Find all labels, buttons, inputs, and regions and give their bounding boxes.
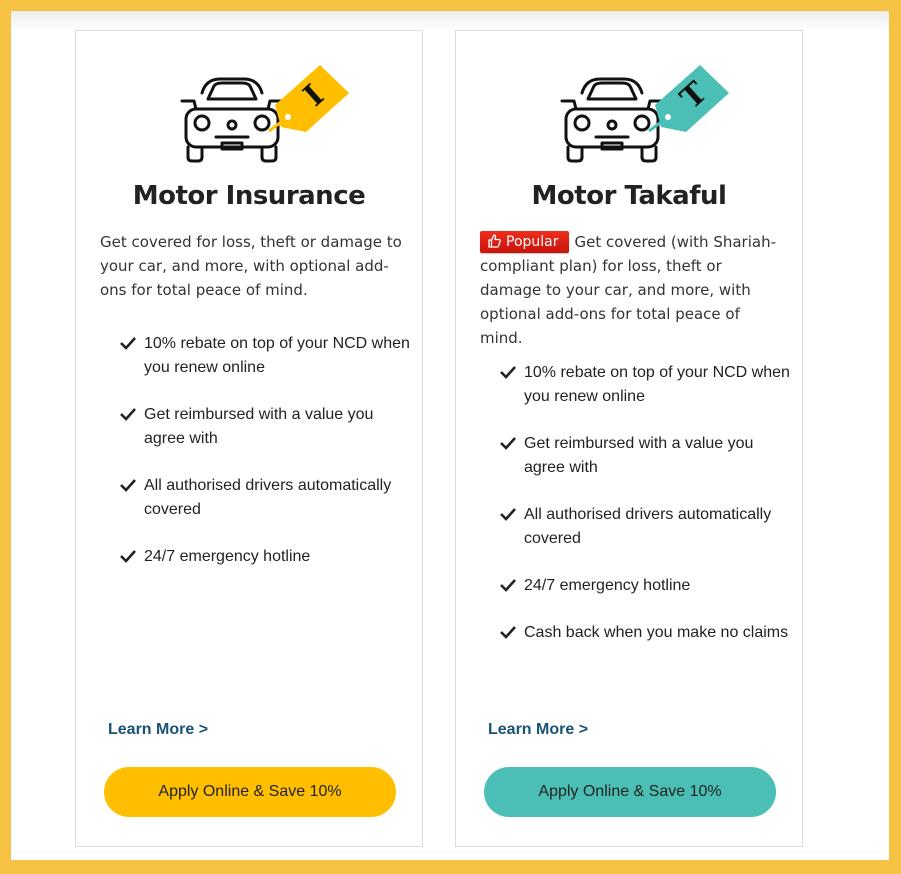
apply-online-button[interactable]: Apply Online & Save 10% (104, 767, 396, 817)
checkmark-icon (500, 625, 516, 639)
checkmark-icon (500, 507, 516, 521)
feature-item (500, 621, 790, 645)
feature-text: Get reimbursed with a value you agree with (524, 435, 754, 476)
popular-badge-label: Popular (506, 234, 559, 250)
learn-more-link[interactable]: Learn More > (108, 721, 209, 738)
feature-item (500, 503, 790, 551)
card-description: Get covered for loss, theft or damage to your car, and more, with optional add-ons for total peace of mind. (100, 233, 402, 299)
card-title: Motor Insurance (132, 181, 366, 211)
checkmark-icon (500, 578, 516, 592)
feature-text: 24/7 emergency hotline (524, 577, 691, 594)
feature-text: Get reimbursed with a value you agree with (144, 406, 374, 447)
card-title: Motor Takaful (531, 181, 727, 211)
top-shadow (11, 11, 889, 31)
feature-item (120, 403, 410, 451)
learn-more-link[interactable]: Learn More > (488, 721, 589, 738)
checkmark-icon (120, 478, 136, 492)
feature-item (500, 432, 790, 480)
feature-item (120, 545, 410, 569)
feature-text: Cash back when you make no claims (524, 624, 789, 641)
checkmark-icon (120, 407, 136, 421)
checkmark-icon (500, 365, 516, 379)
feature-text: 24/7 emergency hotline (144, 548, 311, 565)
car-with-tag-icon (560, 53, 735, 163)
checkmark-icon (120, 336, 136, 350)
motor-takaful-card (455, 30, 803, 847)
feature-text: 10% rebate on top of your NCD when you renew online (144, 335, 410, 376)
feature-text: All authorised drivers automatically covered (144, 477, 392, 518)
card-description-text: Get covered (with Shariah-compliant plan) for loss, theft or damage to your car, and more, with optional add-ons for total peace of mind. (480, 233, 776, 347)
thumbs-up-icon (488, 234, 501, 248)
popular-badge (480, 231, 569, 253)
tag-letter: I (297, 78, 331, 114)
feature-item (500, 574, 790, 598)
tag-letter: T (673, 75, 715, 117)
feature-list (120, 332, 410, 592)
apply-online-button[interactable]: Apply Online & Save 10% (484, 767, 776, 817)
checkmark-icon (500, 436, 516, 450)
checkmark-icon (120, 549, 136, 563)
motor-insurance-card (75, 30, 423, 847)
feature-item (120, 474, 410, 522)
card-description (480, 230, 785, 350)
feature-text: All authorised drivers automatically covered (524, 506, 772, 547)
page-frame (11, 11, 889, 860)
feature-item (120, 332, 410, 380)
feature-text: 10% rebate on top of your NCD when you renew online (524, 364, 790, 405)
feature-list (500, 361, 790, 668)
feature-item (500, 361, 790, 409)
car-with-tag-icon (180, 53, 355, 163)
